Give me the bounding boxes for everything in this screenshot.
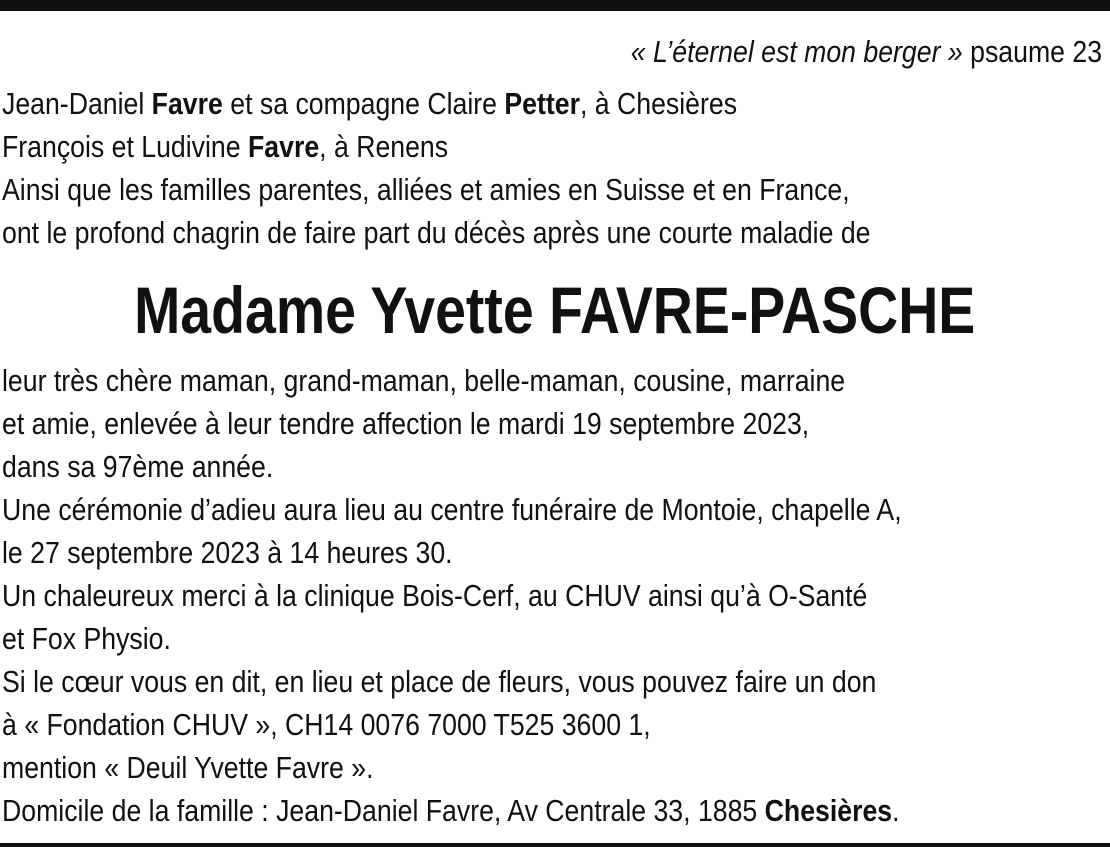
surname: Favre [151, 86, 223, 121]
text-segment: . [892, 793, 900, 828]
domicile-city: Chesières [764, 793, 893, 828]
ceremony-line: le 27 septembre 2023 à 14 heures 30. [2, 535, 453, 570]
deceased-name-text: Madame Yvette FAVRE-PASCHE [134, 273, 976, 347]
epigraph-quote: « L’éternel est mon berger » [630, 34, 963, 69]
bottom-rule [0, 843, 1110, 847]
family-line [2, 125, 871, 168]
thanks-line: Un chaleureux merci à la clinique Bois-Cerf, au CHUV ainsi qu’à O-Santé [2, 578, 868, 613]
deceased-name [0, 270, 1110, 350]
text-segment: , à Chesières [579, 86, 738, 121]
text-segment: , à Renens [319, 129, 449, 164]
detail-line: et amie, enlevée à leur tendre affection le mardi 19 septembre 2023, [2, 406, 810, 441]
top-rule [0, 0, 1110, 11]
thanks-line: et Fox Physio. [2, 621, 171, 656]
detail-line: dans sa 97ème année. [2, 449, 274, 484]
donation-line: à « Fondation CHUV », CH14 0076 7000 T525 3600 1, [2, 707, 651, 742]
domicile-line [2, 789, 902, 832]
epigraph-reference: psaume 23 [970, 34, 1102, 69]
obituary-details [2, 359, 902, 832]
family-announcement [2, 82, 871, 254]
relatives-line: Ainsi que les familles parentes, alliées et amies en Suisse et en France, [2, 172, 850, 207]
ceremony-line: Une cérémonie d’adieu aura lieu au centre funéraire de Montoie, chapelle A, [2, 492, 902, 527]
text-segment: Domicile de la famille : Jean-Daniel Favre, Av Centrale 33, 1885 [2, 793, 765, 828]
donation-line: mention « Deuil Yvette Favre ». [2, 750, 374, 785]
text-segment: et sa compagne Claire [222, 86, 505, 121]
detail-line: leur très chère maman, grand-maman, belle-maman, cousine, marraine [2, 363, 846, 398]
epigraph [631, 31, 1102, 73]
surname: Favre [248, 129, 320, 164]
text-segment: Jean-Daniel [2, 86, 152, 121]
donation-line: Si le cœur vous en dit, en lieu et place de fleurs, vous pouvez faire un don [2, 664, 877, 699]
announcement-line: ont le profond chagrin de faire part du décès après une courte maladie de [2, 215, 871, 250]
text-segment: François et Ludivine [2, 129, 249, 164]
surname: Petter [504, 86, 580, 121]
family-line [2, 82, 871, 125]
